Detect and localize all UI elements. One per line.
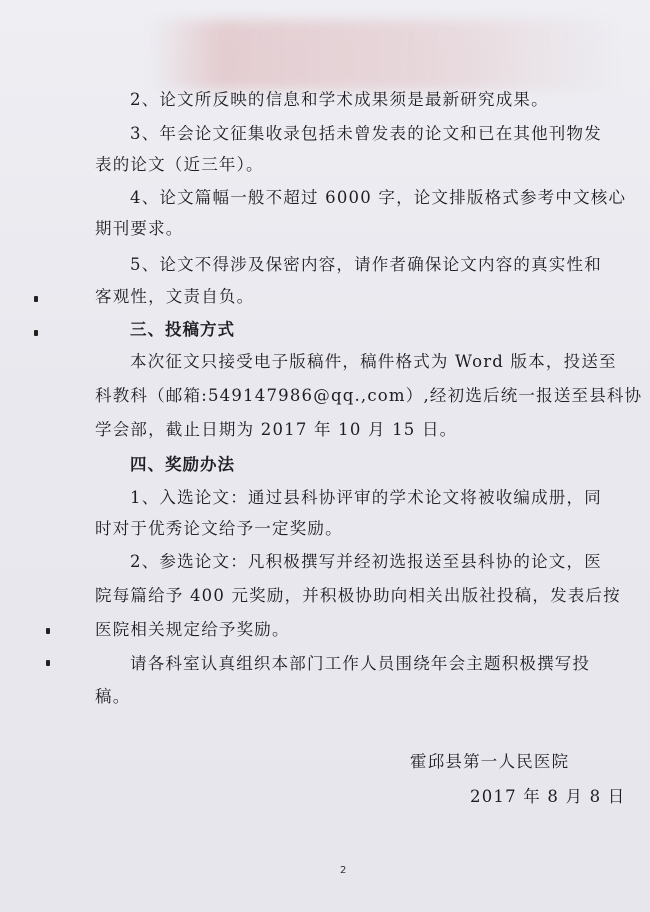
- paragraph-2-line-1: 2、论文所反映的信息和学术成果须是最新研究成果。: [130, 90, 549, 109]
- paragraph-4-line-1: 4、论文篇幅一般不超过 6000 字，论文排版格式参考中文核心: [130, 188, 627, 207]
- signature-date: 2017 年 8 月 8 日: [470, 787, 626, 806]
- binding-hole-mark: [46, 628, 50, 634]
- binding-hole-mark: [34, 330, 38, 336]
- paragraph-5-line-2: 客观性，文责自负。: [95, 287, 255, 306]
- paragraph-4-line-2: 期刊要求。: [95, 219, 184, 238]
- paragraph-3-line-1: 3、年会论文征集收录包括未曾发表的论文和已在其他刊物发: [130, 124, 602, 143]
- section-4-item-1-line-2: 时对于优秀论文给予一定奖励。: [95, 519, 343, 538]
- section-4-item-2-line-3: 医院相关规定给予奖励。: [95, 620, 290, 639]
- page-number: 2: [340, 865, 347, 876]
- section-3-line-1: 本次征文只接受电子版稿件，稿件格式为 Word 版本，投送至: [130, 352, 617, 371]
- section-4-item-2-line-2: 院每篇给予 400 元奖励，并积极协助向相关出版社投稿，发表后按: [95, 586, 621, 605]
- section-4-item-1-line-1: 1、入选论文：通过县科协评审的学术论文将被收编成册，同: [130, 488, 602, 507]
- paragraph-5-line-1: 5、论文不得涉及保密内容，请作者确保论文内容的真实性和: [130, 255, 602, 274]
- signature-organization: 霍邱县第一人民医院: [410, 752, 570, 771]
- section-3-line-3: 学会部，截止日期为 2017 年 10 月 15 日。: [95, 420, 458, 439]
- section-4-heading: 四、奖励办法: [130, 455, 235, 474]
- binding-hole-mark: [34, 296, 38, 302]
- closing-line-1: 请各科室认真组织本部门工作人员围绕年会主题积极撰写投: [130, 654, 591, 673]
- closing-line-2: 稿。: [95, 687, 131, 706]
- red-header-bleed-through: [150, 20, 620, 90]
- section-3-line-2: 科教科（邮箱:549147986@qq.,com）,经初选后统一报送至县科协: [95, 386, 643, 405]
- paragraph-3-line-2: 表的论文（近三年）。: [95, 155, 264, 174]
- section-3-heading: 三、投稿方式: [130, 320, 235, 339]
- binding-hole-mark: [46, 660, 50, 666]
- section-4-item-2-line-1: 2、参选论文：凡积极撰写并经初选报送至县科协的论文，医: [130, 552, 602, 571]
